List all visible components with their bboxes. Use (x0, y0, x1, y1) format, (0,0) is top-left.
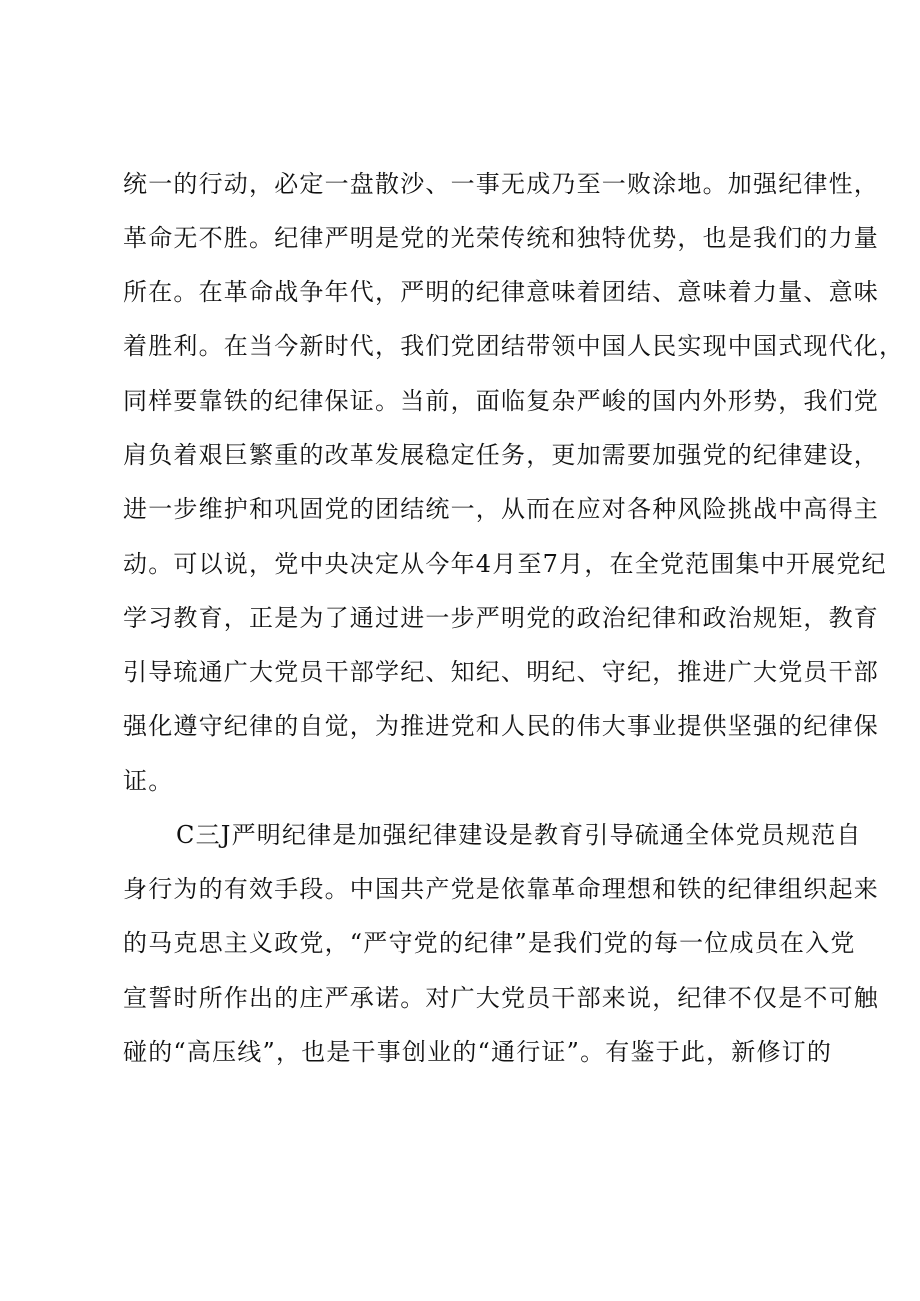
paragraph-line: 强化遵守纪律的自觉，为推进党和人民的伟大事业提供坚强的纪律保 (123, 712, 879, 740)
paragraph-line: 同样要靠铁的纪律保证。当前，面临复杂严峻的国内外形势，我们党 (123, 387, 879, 415)
paragraph-line: 证。 (123, 767, 174, 795)
paragraph-line: 统一的行动，必定一盘散沙、一事无成乃至一败涂地。加强纪律性， (123, 170, 879, 198)
paragraph-line: C三J严明纪律是加强纪律建设是教育引导硫通全体党员规范自 (176, 821, 862, 849)
paragraph-line: 宣誓时所作出的庄严承诺。对广大党员干部来说，纪律不仅是不可触 (123, 984, 879, 1012)
paragraph-line: 动。可以说，党中央决定从今年4月至7月，在全党范围集中开展党纪 (123, 550, 887, 578)
paragraph-line: 身行为的有效手段。中国共产党是依靠革命理想和铁的纪律组织起来 (123, 875, 879, 903)
paragraph-line: 引导琉通广大党员干部学纪、知纪、明纪、守纪，推进广大党员干部 (123, 658, 879, 686)
paragraph-line: 碰的“高压线”，也是干事创业的“通行证”。有鉴于此，新修订的 (123, 1038, 833, 1066)
paragraph-line: 革命无不胜。纪律严明是党的光荣传统和独特优势，也是我们的力量 (123, 224, 879, 252)
paragraph-line: 肩负着艰巨繁重的改革发展稳定任务，更加需要加强党的纪律建设， (123, 441, 879, 469)
paragraph-line: 所在。在革命战争年代，严明的纪律意味着团结、意味着力量、意味 (123, 278, 879, 306)
paragraph-line: 学习教育，正是为了通过进一步严明党的政治纪律和政治规矩，教育 (123, 604, 879, 632)
paragraph-line: 的马克思主义政党，“严守党的纪律”是我们党的每一位成员在入党 (123, 929, 856, 957)
paragraph-line: 着胜利。在当今新时代，我们党团结带领中国人民实现中国式现代化， (123, 332, 905, 360)
paragraph-line: 进一步维护和巩固党的团结统一，从而在应对各种风险挑战中高得主 (123, 495, 879, 523)
